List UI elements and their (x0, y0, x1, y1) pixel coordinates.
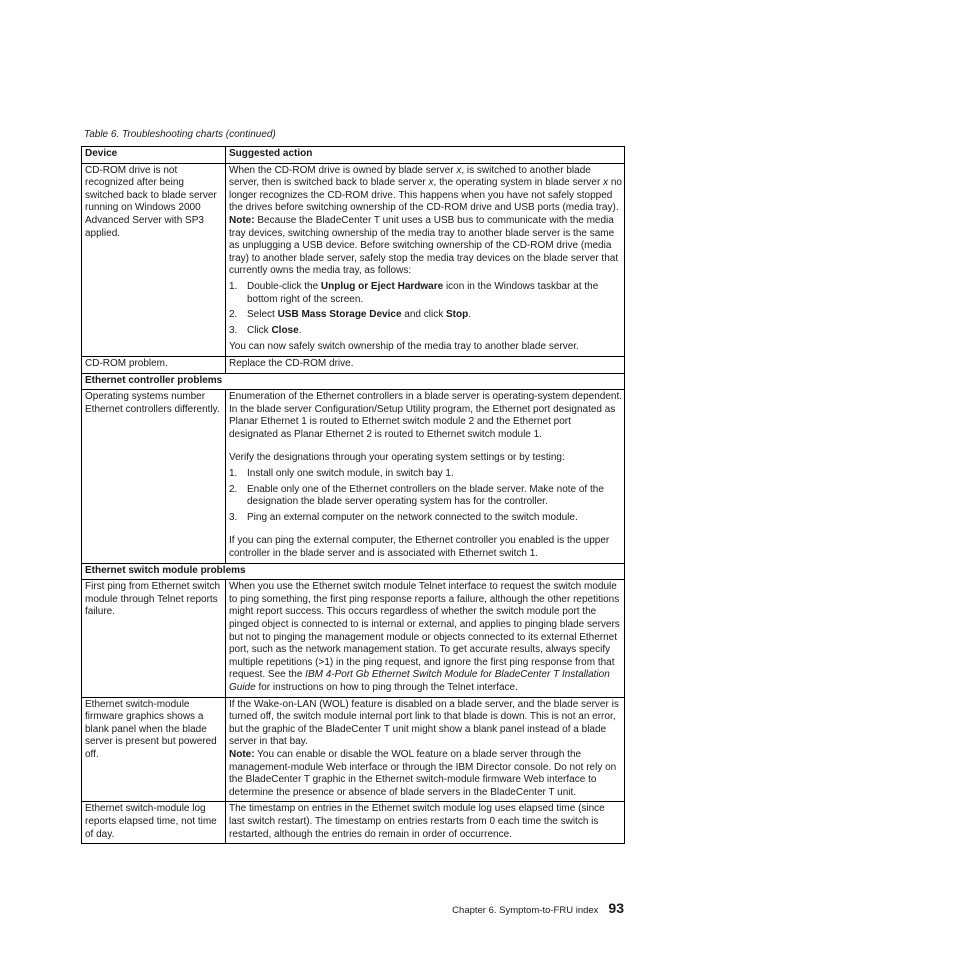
list-item: 2. Select USB Mass Storage Device and click Stop. (229, 309, 471, 321)
section-heading: Ethernet switch module problems (82, 563, 625, 580)
note-paragraph: Note: You can enable or disable the WOL feature on a blade server through the management-module Web interface or through the IBM Director console. Do not rely on the BladeCenter T graphic in the Ethernet switch-module firmware Web interface to determine the presence or absence of blade servers in the BladeCenter T unit. (229, 748, 617, 798)
action-column-header: Suggested action (226, 147, 625, 164)
list-item: 1. Install only one switch module, in switch bay 1. (229, 468, 454, 480)
table-row (82, 356, 625, 373)
table-header-row (82, 147, 625, 164)
action-paragraph: If the Wake-on-LAN (WOL) feature is disabled on a blade server, and the blade server is turned off, the switch module internal port link to that blade is down. This is not an error, but the graphic of the BladeCenter T unit might show a blank panel instead of a blade server in that bay. (229, 698, 619, 748)
action-cell: Replace the CD-ROM drive. (226, 356, 625, 373)
page-number: 93 (608, 900, 624, 916)
device-column-header: Device (82, 147, 226, 164)
steps-list (229, 281, 622, 337)
guide-title: IBM 4-Port Gb Ethernet Switch Module for BladeCenter T Installation Guide (229, 669, 610, 693)
note-paragraph: Note: Because the BladeCenter T unit uses a USB bus to communicate with the media tray devices, switching ownership of the media tray to another blade server is the same as unplugging a USB device. Before switching ownership of the CD-ROM drive (media tray) to another blade server, safely stop the media tray devices on the blade server that currently owns the media tray, as follows: (229, 214, 619, 277)
device-cell: CD-ROM problem. (82, 356, 226, 373)
section-heading: Ethernet controller problems (82, 373, 625, 390)
section-row (82, 563, 625, 580)
action-paragraph: If you can ping the external computer, the Ethernet controller you enabled is the upper controller in the blade server and is associated with Ethernet switch 1. (229, 535, 610, 560)
steps-list (229, 468, 622, 524)
action-cell (226, 580, 625, 697)
action-paragraph: You can now safely switch ownership of the media tray to another blade server. (229, 341, 579, 353)
action-paragraph: When the CD-ROM drive is owned by blade server x, is switched to another blade server, then is switched back to blade server x, the operating system in blade server x no longer recognizes the CD-ROM drive. This happens when you have not safely stopped the drives before switching ownership of the CD-ROM drive and USB ports (media tray). (229, 164, 622, 214)
table-row (82, 802, 625, 844)
chapter-title: Chapter 6. Symptom-to-FRU index (452, 905, 599, 916)
action-paragraph: Verify the designations through your operating system settings or by testing: (229, 452, 565, 464)
table-row (82, 390, 625, 564)
list-item: 1. Double-click the Unplug or Eject Hardware icon in the Windows taskbar at the bottom right of the screen. (229, 280, 599, 305)
list-item: 3. Ping an external computer on the network connected to the switch module. (229, 511, 578, 523)
action-cell: The timestamp on entries in the Ethernet switch module log uses elapsed time (since last switch restart). The timestamp on entries restarts from 0 each time the switch is restarted, although the entries do remain in order of occurrence. (226, 802, 625, 844)
table-row (82, 580, 625, 697)
table-row (82, 163, 625, 356)
action-cell (226, 163, 625, 356)
device-cell: Operating systems number Ethernet controllers differently. (82, 390, 226, 564)
list-item: 2. Enable only one of the Ethernet controllers on the blade server. Make note of the designation the blade server operating system has for the controller. (229, 483, 604, 508)
page-footer (452, 900, 624, 919)
device-cell: First ping from Ethernet switch module through Telnet reports failure. (82, 580, 226, 697)
action-cell (226, 697, 625, 802)
list-item: 3. Click Close. (229, 324, 302, 336)
table-row (82, 697, 625, 802)
note-label: Note: (229, 214, 255, 226)
table-caption: Table 6. Troubleshooting charts (continued) (84, 129, 276, 140)
device-cell: Ethernet switch-module log reports elapsed time, not time of day. (82, 802, 226, 844)
action-paragraph: Enumeration of the Ethernet controllers in a blade server is operating-system dependent. In the blade server Configuration/Setup Utility program, the Ethernet port designated as Planar Ethernet 1 is routed to Ethernet switch module 2 and the Ethernet port designated as Planar Ethernet 2 is routed to Ethernet switch module 1. (229, 391, 622, 440)
troubleshooting-table (81, 146, 625, 844)
action-cell (226, 390, 625, 564)
section-row (82, 373, 625, 390)
device-cell: CD-ROM drive is not recognized after being switched back to blade server running on Windows 2000 Advanced Server with SP3 applied. (82, 163, 226, 356)
action-paragraph: When you use the Ethernet switch module Telnet interface to request the switch module to ping something, the first ping response reports a failure, although the other repetitions might report success. This occurs regardless of whether the switch module port the pinged object is connected to is internal or external, and applies to pinging blade servers but not to pinging the management module or objects connected to its external Ethernet port, such as the network management station. To get accurate results, always specify multiple repetitions (>1) in the ping request, and ignore the first ping response from that request. See the IBM 4-Port Gb Ethernet Switch Module for BladeCenter T Installation Guide for instructions on how to ping through the Telnet interface. (229, 581, 620, 693)
device-cell: Ethernet switch-module firmware graphics shows a blank panel when the blade server is present but powered off. (82, 697, 226, 802)
note-label: Note: (229, 748, 255, 760)
